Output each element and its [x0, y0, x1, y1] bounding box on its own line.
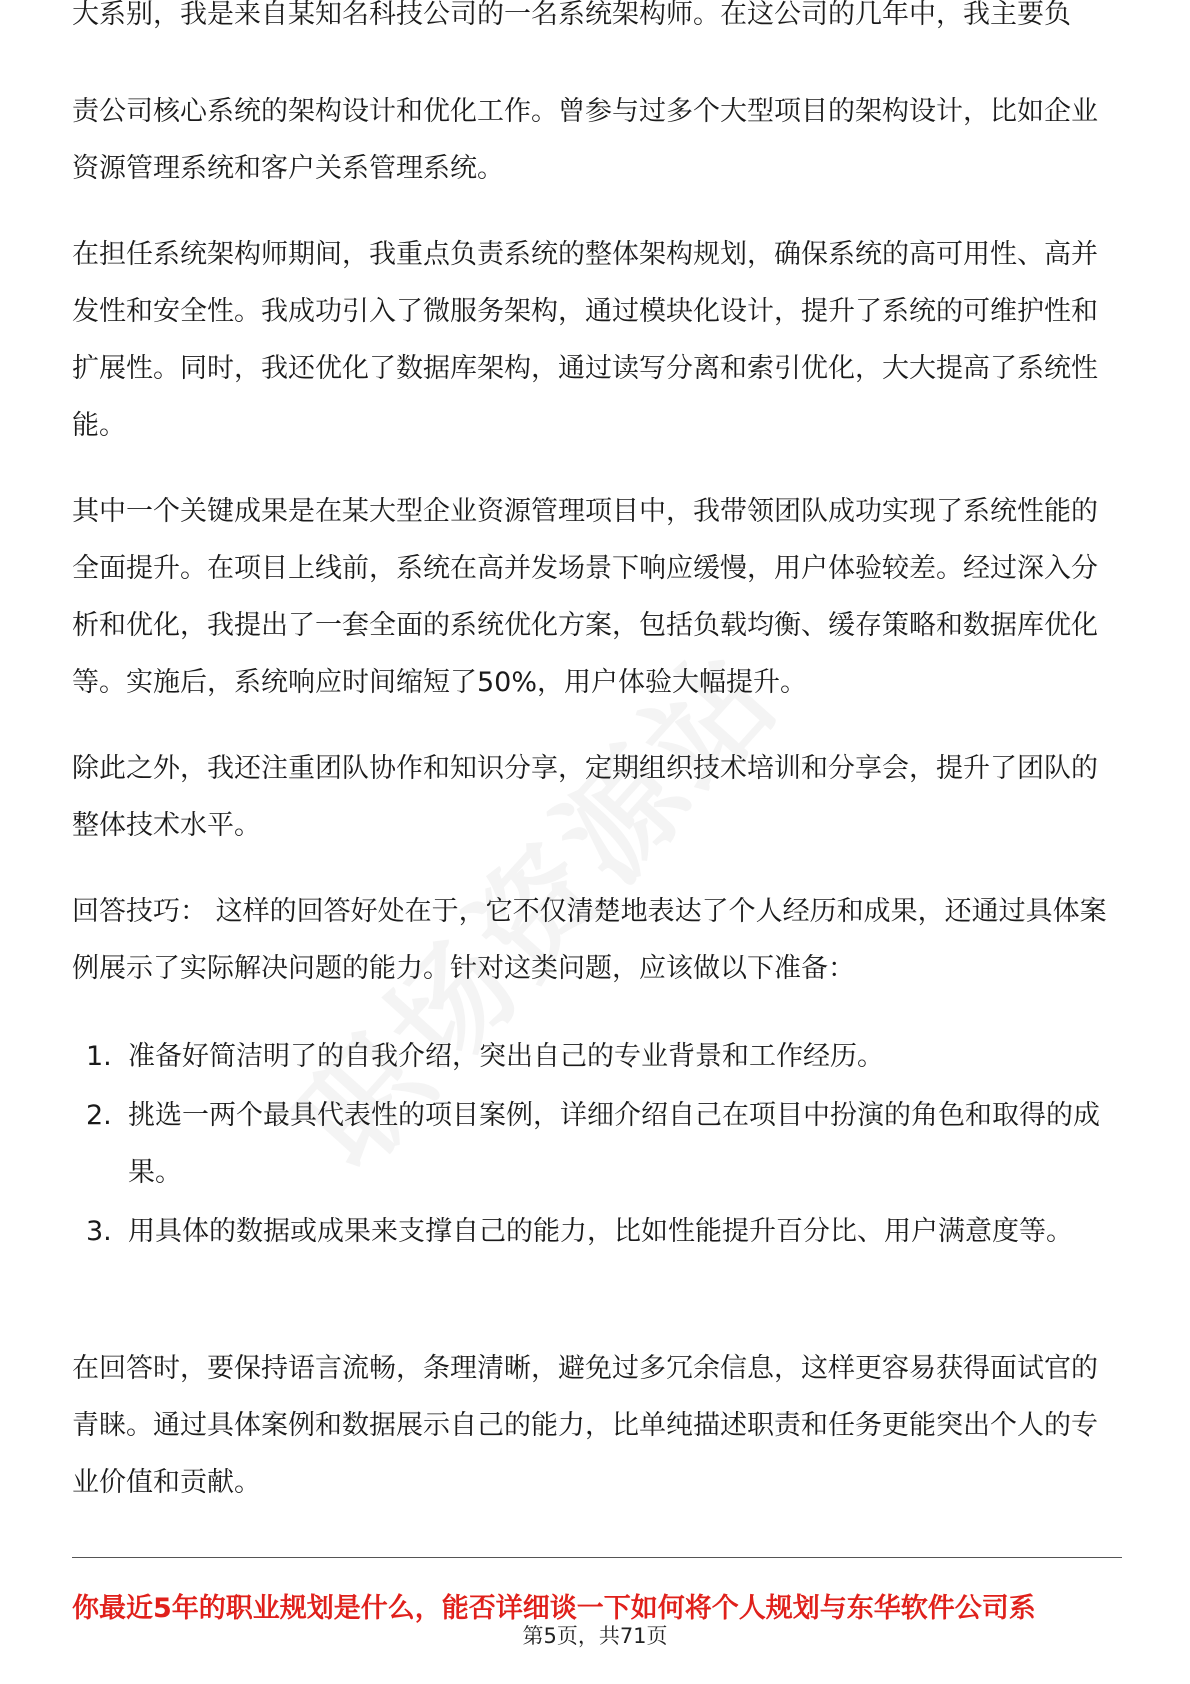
- divider: [72, 1557, 1122, 1558]
- list-item: [86, 1087, 1122, 1201]
- paragraph-3: 其中一个关键成果是在某大型企业资源管理项目中，我带领团队成功实现了系统性能的全面提升。在项目上线前，系统在高并发场景下响应缓慢，用户体验较差。经过深入分析和优化，我提出了一套全面的系统优化方案，包括负载均衡、缓存策略和数据库优化等。实施后，系统响应时间缩短了50%，用户体验大幅提升。: [72, 496, 1098, 698]
- paragraph-4: 除此之外，我还注重团队协作和知识分享，定期组织技术培训和分享会，提升了团队的整体技术水平。: [72, 753, 1098, 841]
- next-question-heading: 你最近5年的职业规划是什么，能否详细谈一下如何将个人规划与东华软件公司系: [72, 1593, 1036, 1624]
- page-number: 第5页，共71页: [522, 1624, 668, 1648]
- paragraph-2: 在担任系统架构师期间，我重点负责系统的整体架构规划，确保系统的高可用性、高并发性和安全性。我成功引入了微服务架构，通过模块化设计，提升了系统的可维护性和扩展性。同时，我还优化了数据库架构，通过读写分离和索引优化，大大提高了系统性能。: [72, 239, 1098, 441]
- list-item-number: 3.: [86, 1216, 112, 1247]
- list-item: [86, 1028, 1122, 1085]
- paragraph-1: 责公司核心系统的架构设计和优化工作。曾参与过多个大型项目的架构设计，比如企业资源管理系统和客户关系管理系统。: [72, 96, 1098, 184]
- list-item-text: 挑选一两个最具代表性的项目案例，详细介绍自己在项目中扮演的角色和取得的成果。: [128, 1100, 1100, 1188]
- list-item-text: 用具体的数据或成果来支撑自己的能力，比如性能提升百分比、用户满意度等。: [128, 1216, 1073, 1247]
- preparation-list: [86, 1028, 1122, 1262]
- answer-tips-paragraph: 回答技巧： 这样的回答好处在于，它不仅清楚地表达了个人经历和成果，还通过具体案例展示了实际解决问题的能力。针对这类问题，应该做以下准备：: [72, 896, 1107, 984]
- list-item-text: 准备好简洁明了的自我介绍，突出自己的专业背景和工作经历。: [128, 1041, 884, 1072]
- paragraph-closing: 在回答时，要保持语言流畅，条理清晰，避免过多冗余信息，这样更容易获得面试官的青睐。通过具体案例和数据展示自己的能力，比单纯描述职责和任务更能突出个人的专业价值和贡献。: [72, 1353, 1098, 1498]
- list-item-number: 1.: [86, 1041, 112, 1072]
- paragraph-cut-top: 大系别，我是来自某知名科技公司的一名系统架构师。在这公司的几年中，我主要负: [72, 0, 1071, 30]
- list-item: [86, 1203, 1122, 1260]
- list-item-number: 2.: [86, 1100, 112, 1131]
